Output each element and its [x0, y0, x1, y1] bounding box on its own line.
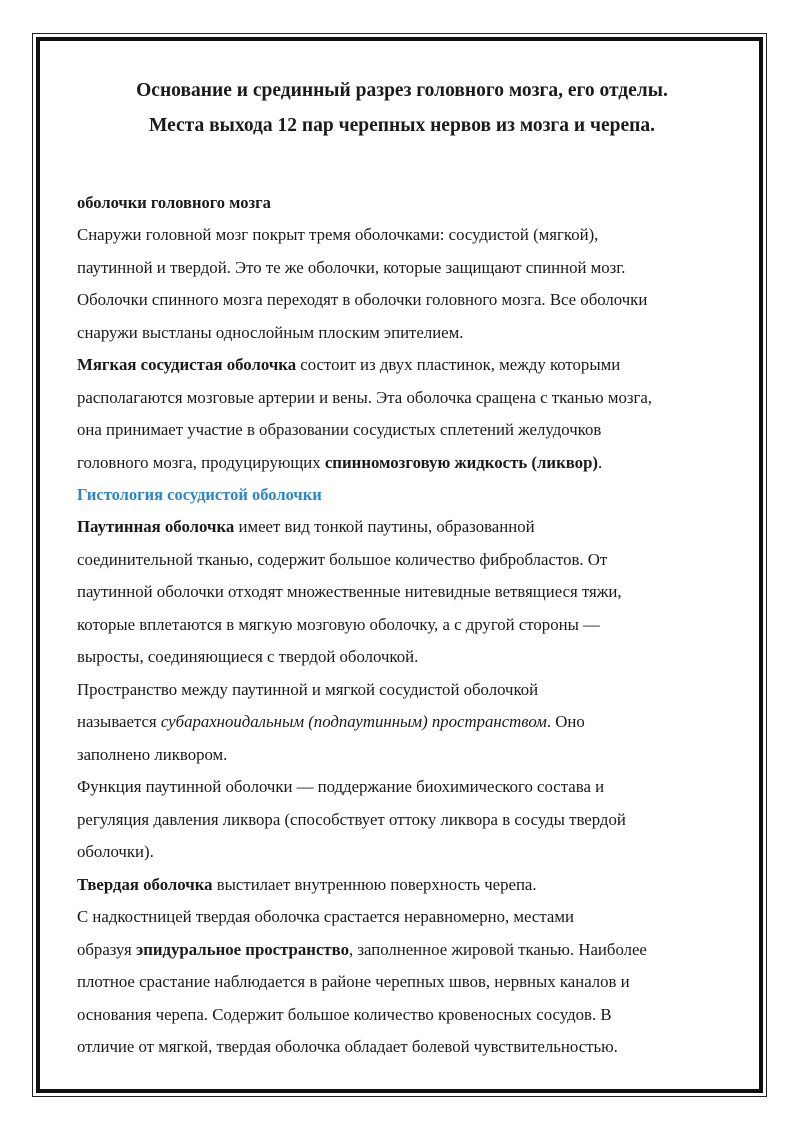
paragraph-membranes-intro — [77, 219, 727, 349]
text-line: выстилает внутреннюю поверхность черепа. — [212, 874, 537, 894]
paragraph-dura-periosteum — [77, 901, 727, 1064]
text-line: паутинной и твердой. Это те же оболочки, которые защищают спинной мозг. — [77, 257, 626, 277]
text-line: Снаружи головной мозг покрыт тремя оболочками: сосудистой (мягкой), — [77, 225, 599, 244]
text-line: Пространство между паутинной и мягкой сосудистой оболочкой — [77, 679, 539, 699]
text-line: образуя — [77, 939, 136, 959]
text-line: плотное срастание наблюдается в районе черепных швов, нервных каналов и — [77, 972, 630, 991]
section-heading: оболочки головного мозга — [77, 193, 271, 212]
text-line: оболочки). — [77, 842, 154, 861]
text-line: которые вплетаются в мягкую мозговую оболочку, а с другой стороны — — [77, 614, 600, 634]
bold-term: Паутинная оболочка — [77, 517, 235, 536]
text-fragment: . Оно — [546, 712, 585, 731]
paragraph-dura-mater — [77, 869, 727, 902]
document-title — [77, 76, 727, 141]
bold-term: Твердая оболочка — [77, 874, 213, 894]
text-line: соединительной тканью, содержит большое количество фибробластов. От — [77, 549, 608, 569]
paragraph-subarachnoid — [77, 674, 727, 772]
document-body — [77, 76, 727, 1064]
text-line: Оболочки спинного мозга переходят в оболочки головного мозга. Все оболочки — [77, 290, 648, 309]
title-line-1: Основание и срединный разрез головного мозга, его отделы. — [136, 80, 668, 101]
text-line: С надкостницей твердая оболочка срастается неравномерно, местами — [77, 907, 574, 926]
paragraph-pia-mater — [77, 349, 727, 479]
text-line: основания черепа. Содержит большое количество кровеносных сосудов. В — [77, 1004, 612, 1024]
bold-term: спинномозговую жидкость (ликвор) — [324, 452, 598, 472]
text-line: называется — [77, 712, 161, 731]
bold-term: эпидуральное пространство — [135, 939, 349, 959]
text-fragment: , заполненное жировой тканью. Наиболее — [348, 939, 647, 959]
paragraph-arachnoid-function — [77, 771, 727, 869]
text-line: заполнено ликвором. — [77, 744, 228, 764]
text-line: отличие от мягкой, твердая оболочка обладает болевой чувствительностью. — [77, 1037, 618, 1056]
italic-term: субарахноидальным (подпаутинным) пространством — [160, 712, 547, 731]
title-line-2: Места выхода 12 пар черепных нервов из мозга и черепа. — [148, 115, 656, 136]
text-line: паутинной оболочки отходят множественные нитевидные ветвящиеся тяжи, — [77, 582, 622, 601]
bold-term: Мягкая сосудистая оболочка — [77, 355, 297, 374]
text-line: она принимает участие в образовании сосудистых сплетений желудочков — [77, 420, 602, 439]
text-line: располагаются мозговые артерии и вены. Эта оболочка сращена с тканью мозга, — [77, 387, 652, 407]
text-line: Функция паутинной оболочки — поддержание биохимического состава и — [77, 777, 605, 796]
text-fragment: . — [598, 452, 603, 472]
text-line: имеет вид тонкой паутины, образованной — [234, 517, 535, 536]
text-line: головного мозга, продуцирующих — [77, 452, 325, 472]
paragraph-arachnoid — [77, 511, 727, 674]
text-line: выросты, соединяющиеся с твердой оболочкой. — [77, 647, 419, 666]
text-line: состоит из двух пластинок, между которыми — [296, 355, 621, 374]
histology-link[interactable]: Гистология сосудистой оболочки — [77, 485, 322, 504]
text-line: снаружи выстланы однослойным плоским эпителием. — [77, 322, 464, 342]
text-line: регуляция давления ликвора (способствует оттоку ликвора в сосуды твердой — [77, 809, 626, 829]
